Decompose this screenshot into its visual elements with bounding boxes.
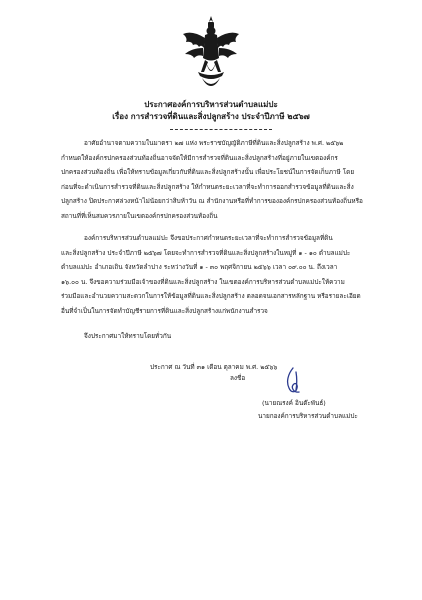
paragraph-line: อาศัยอำนาจตามความในมาตรา ๒๗ แห่ง พระราชบัญญัติภาษีที่ดินและสิ่งปลูกสร้าง พ.ศ. ๒๕๖๒ [84, 139, 344, 147]
paragraph-line: ปลูกสร้าง ปิดประกาศล่วงหน้าไม่น้อยกว่าสิบห้าวัน ณ สำนักงานหรือที่ทำการขององค์กรปกครองส่วนท้องถิ่นหรือ [61, 197, 363, 206]
signer-position: นายกองค์การบริหารส่วนตำบลแม่ปะ [258, 412, 358, 420]
document-title: ประกาศองค์การบริหารส่วนตำบลแม่ปะ [144, 100, 278, 109]
signer-name: (นายณรงค์ อินต๊ะพันธ์) [262, 399, 326, 407]
paragraph-line: ปกครองส่วนท้องถิ่น เพื่อให้ทราบข้อมูลเกี่ยวกับที่ดินและสิ่งปลูกสร้างนั้น เพื่อประโยชน์ในการจัดเก็บภาษี โดย [61, 168, 355, 177]
garuda-emblem-icon [180, 14, 242, 92]
paragraph-line: และสิ่งปลูกสร้าง ประจำปีภาษี ๒๕๖๗ โดยจะทำการสำรวจที่ดินและสิ่งปลูกสร้างในหมู่ที่ ๑ - ๑๐ ตำบลแม่ปะ [61, 248, 351, 257]
paragraph-line: ร่วมมือและอำนวยความสะดวกในการให้ข้อมูลที่ดินและสิ่งปลูกสร้าง ตลอดจนเอกสารหลักฐาน หรือรายละเอียด [61, 292, 361, 301]
paragraph-line: กำหนดให้องค์กรปกครองส่วนท้องถิ่นอาจจัดให้มีการสำรวจที่ดินและสิ่งปลูกสร้างที่อยู่ภายในเขตองค์กร [61, 153, 338, 162]
paragraph-legal-basis [61, 136, 371, 224]
paragraph-line: อื่นที่จำเป็นในการจัดทำบัญชีรายการที่ดินและสิ่งปลูกสร้างแก่พนักงานสำรวจ [61, 306, 268, 315]
announce-note: จึงประกาศมาให้ทราบโดยทั่วกัน [84, 332, 172, 340]
document-subject: เรื่อง การสำรวจที่ดินและสิ่งปลูกสร้าง ประจำปีภาษี ๒๕๖๗ [112, 112, 310, 121]
paragraph-line: สถานที่ที่เห็นสมควรภายในเขตองค์กรปกครองส่วนท้องถิ่น [61, 211, 218, 220]
paragraph-line: องค์การบริหารส่วนตำบลแม่ปะ จึงขอประกาศกำหนดระยะเวลาที่จะทำการสำรวจข้อมูลที่ดิน [84, 234, 333, 242]
paragraph-line: ๑๖.๐๐ น. จึงขอความร่วมมือเจ้าของที่ดินและสิ่งปลูกสร้าง ในเขตองค์การบริหารส่วนตำบลแม่ปะให้ความ [61, 277, 345, 286]
paragraph-line: ตำบลแม่ปะ อำเภอเถิน จังหวัดลำปาง ระหว่างวันที่ ๑ - ๓๐ พฤศจิกายน ๒๕๖๖ เวลา ๐๙.๐๐ น. ถึงเวลา [61, 263, 338, 272]
sign-label: ลงชื่อ [230, 374, 246, 382]
sign-date: ประกาศ ณ วันที่ ๓๑ เดือน ตุลาคม พ.ศ. ๒๕๖๖ [150, 363, 278, 371]
title-divider [170, 129, 272, 130]
handwritten-signature [282, 366, 304, 396]
paragraph-line: ก่อนที่จะดำเนินการสำรวจที่ดินและสิ่งปลูกสร้าง ให้กำหนดระยะเวลาที่จะทำการออกสำรวจข้อมูลที่ดินและสิ่ง [61, 182, 354, 191]
paragraph-survey-schedule [61, 231, 371, 319]
